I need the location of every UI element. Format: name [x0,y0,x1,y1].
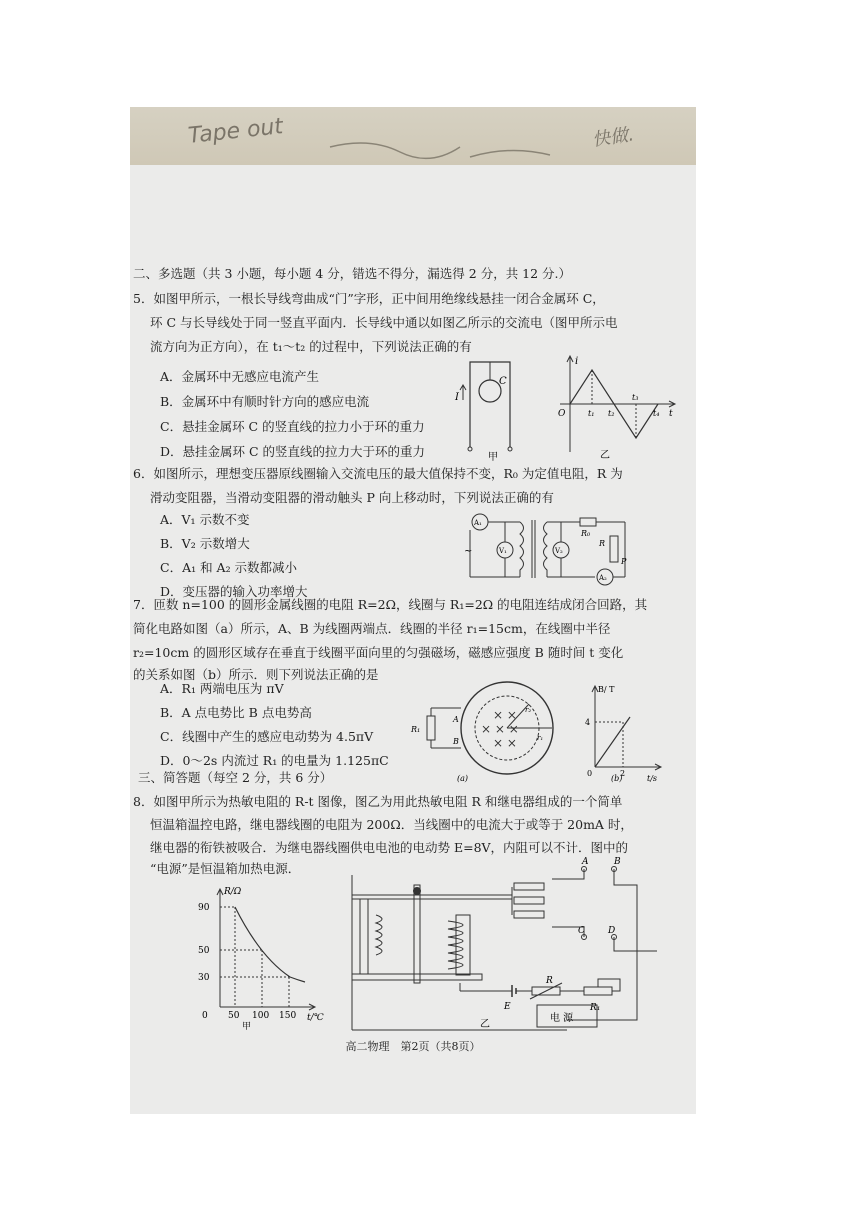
q7-option-d: D．0～2s 内流过 R₁ 的电量为 1.125πC [160,753,389,768]
section3-title: 三、简答题（每空 2 分，共 6 分） [138,770,333,785]
q5-label-o: O [558,409,566,419]
q7-caption-b: (b) [611,774,623,783]
q7-figure-a [407,682,557,782]
scribble-marks [130,107,696,165]
q5-line-1: 5．如图甲所示，一根长导线弯曲成“门”字形，正中间用绝缘线悬挂一闭合金属环 C， [133,291,605,306]
q7-b-zero: 0 [587,769,593,778]
q5-figure-yi [550,352,680,462]
section2-title: 二、多选题（共 3 小题，每小题 4 分，错选不得分，漏选得 2 分，共 12 分.） [133,266,572,281]
q8-label-r: R [546,976,553,986]
handwritten-strip [130,107,696,165]
q8-graph-caption: 甲 [242,1022,252,1032]
q6-option-d: D．变压器的输入功率增大 [160,584,308,599]
q7-b-xlabel: t/s [647,774,658,783]
q7-b-x2: 2 [620,769,626,778]
q6-label-ac: ~ [464,546,473,557]
q5-line-2: 环 C 与长导线处于同一竖直平面内．长导线中通以如图乙所示的交流电（图甲所示电 [150,315,618,330]
q5-label-t2: t₂ [608,409,615,418]
q5-option-c: C．悬挂金属环 C 的竖直线的拉力小于环的重力 [160,419,425,434]
q8-graph-ylabel: R/Ω [224,887,242,897]
q6-line-1: 6．如图所示，理想变压器原线圈输入交流电压的最大值保持不变，R₀ 为定值电阻，R 为 [133,466,623,481]
q7-option-a: A．R₁ 两端电压为 πV [160,681,284,696]
q5-option-a: A．金属环中无感应电流产生 [160,369,320,384]
q6-line-2: 滑动变阻器，当滑动变阻器的滑动触头 P 向上移动时，下列说法正确的有 [150,490,554,505]
q5-line-3: 流方向为正方向），在 t₁～t₂ 的过程中，下列说法正确的有 [150,339,472,354]
q8-line-4: “电源”是恒温箱加热电源． [150,861,301,876]
q7-label-b: B [453,737,459,746]
q7-option-c: C．线圈中产生的感应电动势为 4.5πV [160,729,374,744]
q8-graph-x150: 150 [279,1011,297,1021]
q7-figure-b-graph [575,682,670,782]
q6-option-a: A．V₁ 示数不变 [160,512,250,527]
q7-caption-a: (a) [457,774,469,783]
q6-label-p: P [621,557,627,566]
q6-transformer-circuit [465,512,640,582]
q5-option-b: B．金属环中有顺时针方向的感应电流 [160,394,370,409]
q6-label-v2: V₂ [555,547,563,555]
q8-line-1: 8．如图甲所示为热敏电阻的 R-t 图像，图乙为用此热敏电阻 R 和继电器组成的一个简单 [133,794,623,809]
q5-label-i: I [455,392,459,403]
q7-line-1: 7．匝数 n=100 的圆形金属线圈的电阻 R=2Ω，线圈与 R₁=2Ω 的电阻连结成闭合回路，其 [133,597,648,612]
q8-graph-x50: 50 [228,1011,240,1021]
q5-label-c: C [499,376,507,387]
q8-rt-graph [190,882,330,1032]
q7-label-r1: R₁ [411,725,421,734]
q6-label-a1: A₁ [474,519,482,527]
q7-line-2: 简化电路如图（a）所示，A、B 为线圈两端点．线圈的半径 r₁=15cm，在线圈中半径 [133,621,611,636]
q8-label-b: B [614,857,621,867]
q8-graph-x100: 100 [252,1011,270,1021]
q7-b-ylabel: B/ T [598,685,615,694]
q8-label-e: E [504,1002,511,1012]
q8-graph-zero: 0 [202,1011,208,1021]
exam-page-photo [130,107,696,1114]
q8-relay-circuit [352,855,657,1030]
q8-graph-xlabel: t/℃ [307,1013,324,1023]
q8-label-d: D [608,926,616,936]
q5-caption-yi: 乙 [600,450,610,461]
q5-caption-jia: 甲 [488,452,498,463]
q6-option-b: B．V₂ 示数增大 [160,536,250,551]
q5-label-t: t [669,409,673,419]
q7-b-y4: 4 [585,718,591,727]
q8-graph-y50: 50 [198,946,210,956]
q7-label-r2: r₂ [525,706,532,714]
q6-label-r0: R₀ [581,529,591,538]
q8-label-c: C [578,926,585,936]
q7-option-b: B．A 点电势比 B 点电势高 [160,705,312,720]
q5-label-t3: t₃ [632,393,639,402]
scribble-left: Tape out [186,114,285,149]
q5-option-d: D．悬挂金属环 C 的竖直线的拉力大于环的重力 [160,444,426,459]
q5-label-t4: t₄ [653,409,660,418]
q6-label-a2: A₂ [599,574,607,582]
scribble-right: 快做. [590,124,636,151]
q7-line-3: r₂=10cm 的圆形区域存在垂直于线圈平面向里的匀强磁场，磁感应强度 B 随时间 t 变化 [133,645,624,660]
q6-label-v1: V₁ [499,547,507,555]
q8-line-3: 继电器的衔铁被吸合．为继电器线圈供电电池的电动势 E=8V，内阻可以不计．图中的 [150,840,629,855]
q8-graph-y90: 90 [198,903,210,913]
q8-label-a: A [582,857,589,867]
q7-label-a: A [453,715,459,724]
q6-option-c: C．A₁ 和 A₂ 示数都减小 [160,560,298,575]
q8-line-2: 恒温箱温控电路，继电器线圈的电阻为 200Ω．当线圈中的电流大于或等于 20mA 时， [150,817,633,832]
q8-graph-y30: 30 [198,973,210,983]
q8-circuit-caption: 乙 [480,1019,490,1030]
q5-figure-jia [455,352,535,462]
svg-text:× × ×: × × × [481,722,519,736]
svg-text:× ×: × × [493,708,517,722]
svg-text:× ×: × × [493,736,517,750]
q5-label-i-axis: i [575,356,579,367]
q7-line-4: 的关系如图（b）所示．则下列说法正确的是 [133,667,379,682]
q6-label-r: R [599,539,606,548]
q8-power-label: 电 源 [550,1013,574,1024]
q5-label-t1: t₁ [588,409,595,418]
q7-label-r1-small: r₁ [537,734,544,742]
page-footer: 高二物理 第2页（共8页） [345,1040,481,1053]
q8-label-r1: R₁ [590,1003,601,1013]
